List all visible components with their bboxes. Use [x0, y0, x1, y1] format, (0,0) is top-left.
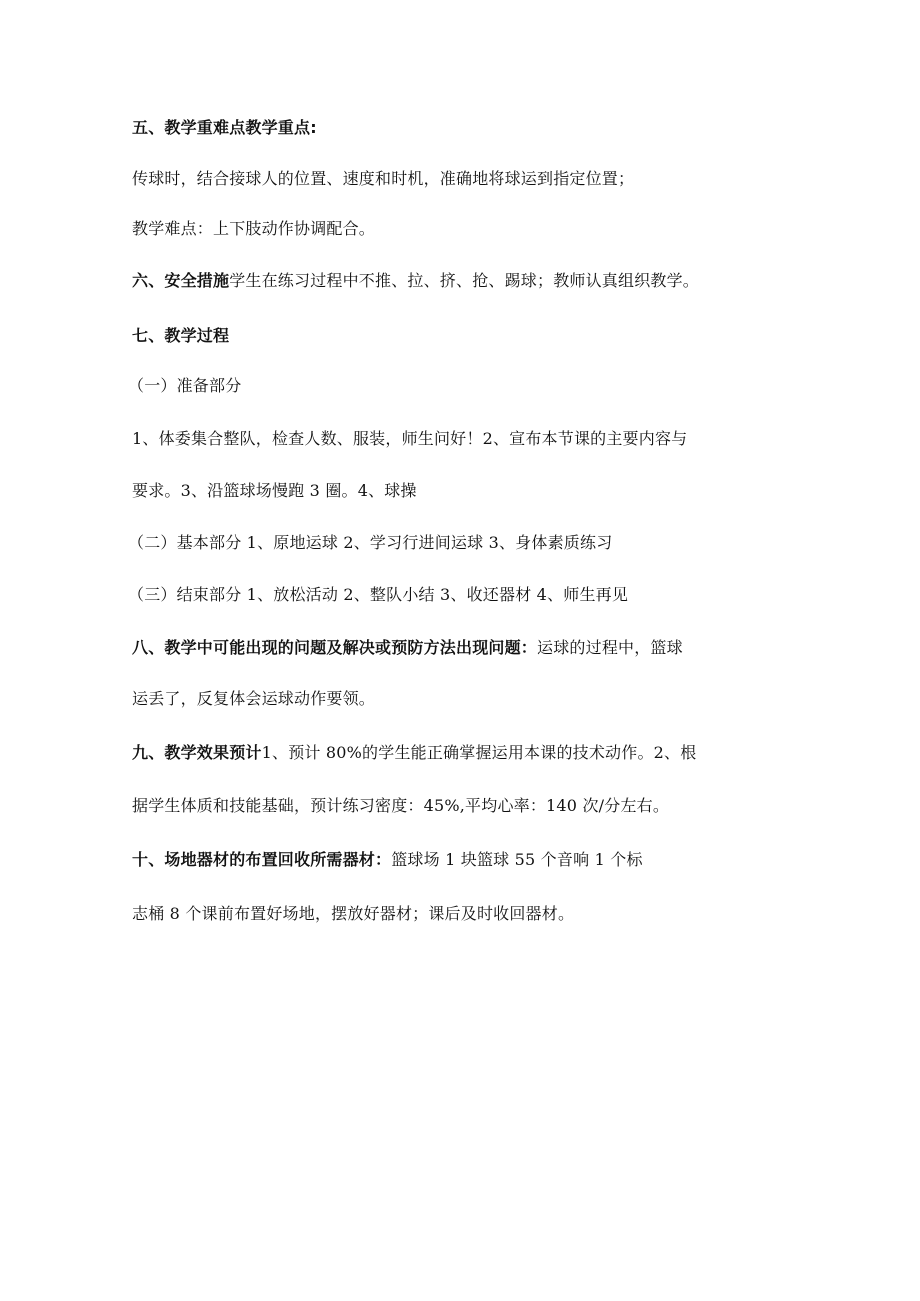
section7-part1-line1: 1、体委集合整队，检查人数、服装，师生问好！2、宣布本节课的主要内容与	[132, 429, 688, 448]
section9-text2: 据学生体质和技能基础，预计练习密度：45%,平均心率：140 次/分左右。	[132, 796, 670, 815]
section9-text1: 1、预计 80%的学生能正确掌握运用本课的技术动作。2、根	[261, 743, 697, 762]
section7-part1-line2: 要求。3、沿篮球场慢跑 3 圈。4、球操	[132, 481, 417, 500]
section8-paragraph	[132, 638, 683, 658]
section7-heading: 七、教学过程	[132, 326, 230, 345]
section6-heading: 六、安全措施	[132, 271, 230, 290]
section9-heading: 九、教学效果预计	[132, 743, 262, 762]
section5-key-point: 传球时，结合接球人的位置、速度和时机，准确地将球运到指定位置；	[132, 169, 635, 188]
section8-heading: 八、教学中可能出现的问题及解决或预防方法出现问题：	[132, 638, 538, 657]
section9-paragraph	[132, 743, 696, 763]
section10-paragraph	[132, 850, 643, 870]
section5-difficulty: 教学难点：上下肢动作协调配合。	[132, 219, 376, 238]
section10-text2: 志桶 8 个课前布置好场地，摆放好器材；课后及时收回器材。	[132, 904, 575, 923]
section8-text2: 运丢了，反复体会运球动作要领。	[132, 689, 376, 708]
section8-text1: 运球的过程中，篮球	[537, 638, 683, 657]
section7-part2: （二）基本部分 1、原地运球 2、学习行进间运球 3、身体素质练习	[128, 533, 613, 552]
section7-part1-title: （一）准备部分	[128, 376, 242, 395]
section10-heading: 十、场地器材的布置回收所需器材：	[132, 850, 392, 869]
section6-text: 学生在练习过程中不推、拉、挤、抢、踢球；教师认真组织教学。	[229, 271, 700, 290]
section6-paragraph	[132, 271, 699, 291]
section7-part3: （三）结束部分 1、放松活动 2、整队小结 3、收还器材 4、师生再见	[128, 585, 629, 604]
section10-text1: 篮球场 1 块篮球 55 个音响 1 个标	[391, 850, 643, 869]
section5-heading: 五、教学重难点教学重点:	[132, 118, 317, 137]
